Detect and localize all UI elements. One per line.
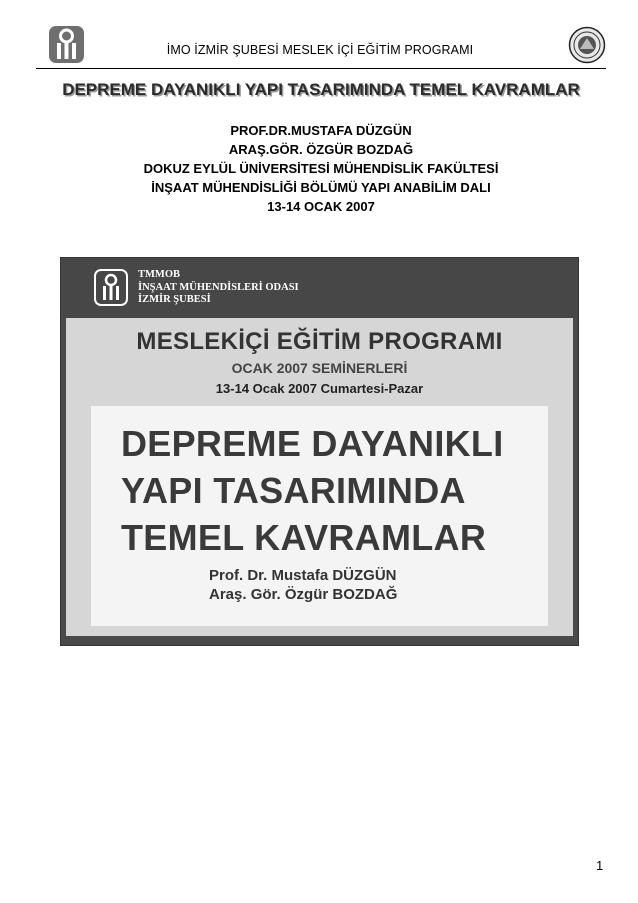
imo-logo-icon bbox=[49, 26, 84, 63]
page-header bbox=[0, 0, 638, 72]
slide-author: Prof. Dr. Mustafa DÜZGÜN bbox=[209, 567, 397, 584]
slide-title bbox=[121, 420, 521, 561]
header-rule bbox=[36, 68, 606, 69]
slide-title-line: YAPI TASARIMINDA bbox=[121, 470, 466, 511]
slide-title-line: TEMEL KAVRAMLAR bbox=[121, 517, 487, 558]
credit-author-2: ARAŞ.GÖR. ÖZGÜR BOZDAĞ bbox=[228, 142, 414, 157]
credit-date: 13-14 OCAK 2007 bbox=[267, 199, 375, 214]
page-number: 1 bbox=[596, 858, 604, 873]
slide-seminars: OCAK 2007 SEMİNERLERİ bbox=[231, 360, 408, 376]
slide-body bbox=[66, 318, 573, 636]
slide-org-line: İNŞAAT MÜHENDİSLERİ ODASI bbox=[138, 281, 299, 293]
slide-org-line: İZMİR ŞUBESİ bbox=[138, 294, 211, 305]
slide-org-line: TMMOB bbox=[138, 269, 180, 280]
slide-org-name bbox=[138, 269, 299, 307]
credit-department: İNŞAAT MÜHENDİSLİĞİ BÖLÜMÜ YAPI ANABİLİM DALI bbox=[151, 180, 491, 195]
cover-slide-image bbox=[60, 257, 579, 646]
slide-date: 13-14 Ocak 2007 Cumartesi-Pazar bbox=[215, 381, 424, 396]
document-credits bbox=[36, 121, 606, 216]
slide-title-card bbox=[91, 406, 548, 626]
document-title: DEPREME DAYANIKLI YAPI TASARIMINDA TEMEL KAVRAMLAR bbox=[62, 80, 580, 99]
slide-authors bbox=[209, 566, 397, 604]
slide-program: MESLEKİÇİ EĞİTİM PROGRAMI bbox=[136, 328, 503, 355]
program-header: İMO İZMİR ŞUBESİ MESLEK İÇİ EĞİTİM PROGRAMI bbox=[166, 43, 474, 57]
slide-header-band bbox=[61, 258, 578, 318]
credit-faculty: DOKUZ EYLÜL ÜNİVERSİTESİ MÜHENDİSLİK FAKÜLTESİ bbox=[143, 161, 499, 176]
university-seal-icon bbox=[568, 26, 606, 64]
slide-title-line: DEPREME DAYANIKLI bbox=[121, 423, 504, 464]
credit-author-1: PROF.DR.MUSTAFA DÜZGÜN bbox=[230, 123, 412, 138]
slide-author: Araş. Gör. Özgür BOZDAĞ bbox=[209, 586, 398, 603]
slide-imo-logo-icon bbox=[94, 269, 128, 306]
